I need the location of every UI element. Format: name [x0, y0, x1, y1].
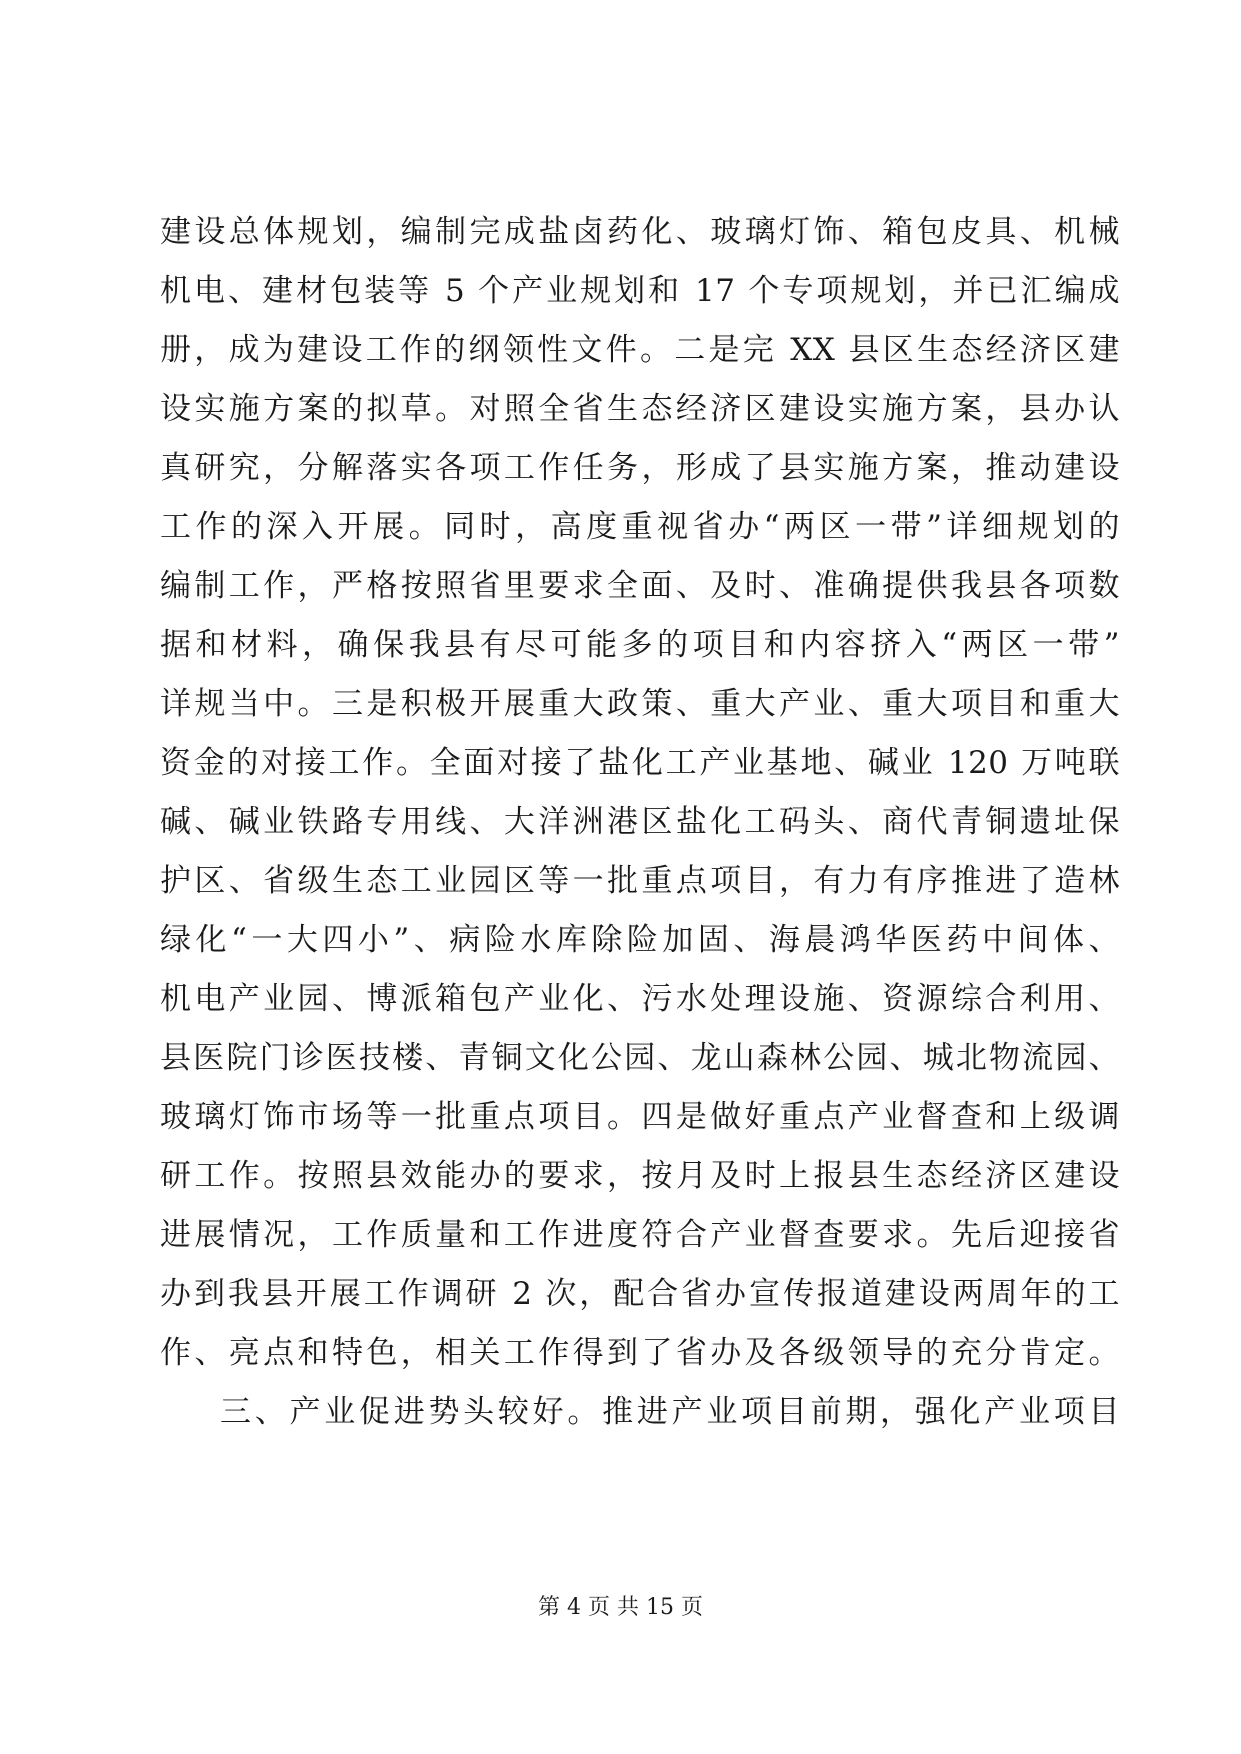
- text-line: 工作的深入开展。同时，高度重视省办“两区一带”详细规划的: [160, 509, 1120, 545]
- text-line: 研工作。按照县效能办的要求，按月及时上报县生态经济区建设: [160, 1158, 1120, 1194]
- text-line: 设实施方案的拟草。对照全省生态经济区建设实施方案，县办认: [160, 391, 1120, 427]
- text-line: 护区、省级生态工业园区等一批重点项目，有力有序推进了造林: [160, 863, 1120, 899]
- text-line: 详规当中。三是积极开展重大政策、重大产业、重大项目和重大: [160, 686, 1120, 722]
- page-number-footer: 第 4 页 共 15 页: [538, 1595, 703, 1620]
- text-line: 机电、建材包装等 5 个产业规划和 17 个专项规划，并已汇编成: [160, 273, 1120, 309]
- text-line: 册，成为建设工作的纲领性文件。二是完 XX 县区生态经济区建: [160, 332, 1120, 368]
- body-text: [160, 203, 1120, 1442]
- text-line: 县医院门诊医技楼、青铜文化公园、龙山森林公园、城北物流园、: [160, 1040, 1120, 1076]
- text-line: 玻璃灯饰市场等一批重点项目。四是做好重点产业督查和上级调: [160, 1099, 1120, 1135]
- text-line: 办到我县开展工作调研 2 次，配合省办宣传报道建设两周年的工: [160, 1276, 1120, 1312]
- text-line: 碱、碱业铁路专用线、大洋洲港区盐化工码头、商代青铜遗址保: [160, 804, 1120, 840]
- text-line: 编制工作，严格按照省里要求全面、及时、准确提供我县各项数: [160, 568, 1120, 604]
- text-line: 作、亮点和特色，相关工作得到了省办及各级领导的充分肯定。: [160, 1335, 1120, 1371]
- section-heading-line: 三、产业促进势头较好。推进产业项目前期，强化产业项目: [220, 1394, 1120, 1430]
- text-line: 建设总体规划，编制完成盐卤药化、玻璃灯饰、箱包皮具、机械: [160, 214, 1120, 250]
- text-line: 绿化“一大四小”、病险水库除险加固、海晨鸿华医药中间体、: [160, 922, 1120, 958]
- text-line: 进展情况，工作质量和工作进度符合产业督查要求。先后迎接省: [160, 1217, 1120, 1253]
- text-line: 机电产业园、博派箱包产业化、污水处理设施、资源综合利用、: [160, 981, 1120, 1017]
- text-line: 真研究，分解落实各项工作任务，形成了县实施方案，推动建设: [160, 450, 1120, 486]
- text-line: 据和材料，确保我县有尽可能多的项目和内容挤入“两区一带”: [160, 627, 1120, 663]
- text-line: 资金的对接工作。全面对接了盐化工产业基地、碱业 120 万吨联: [160, 745, 1120, 781]
